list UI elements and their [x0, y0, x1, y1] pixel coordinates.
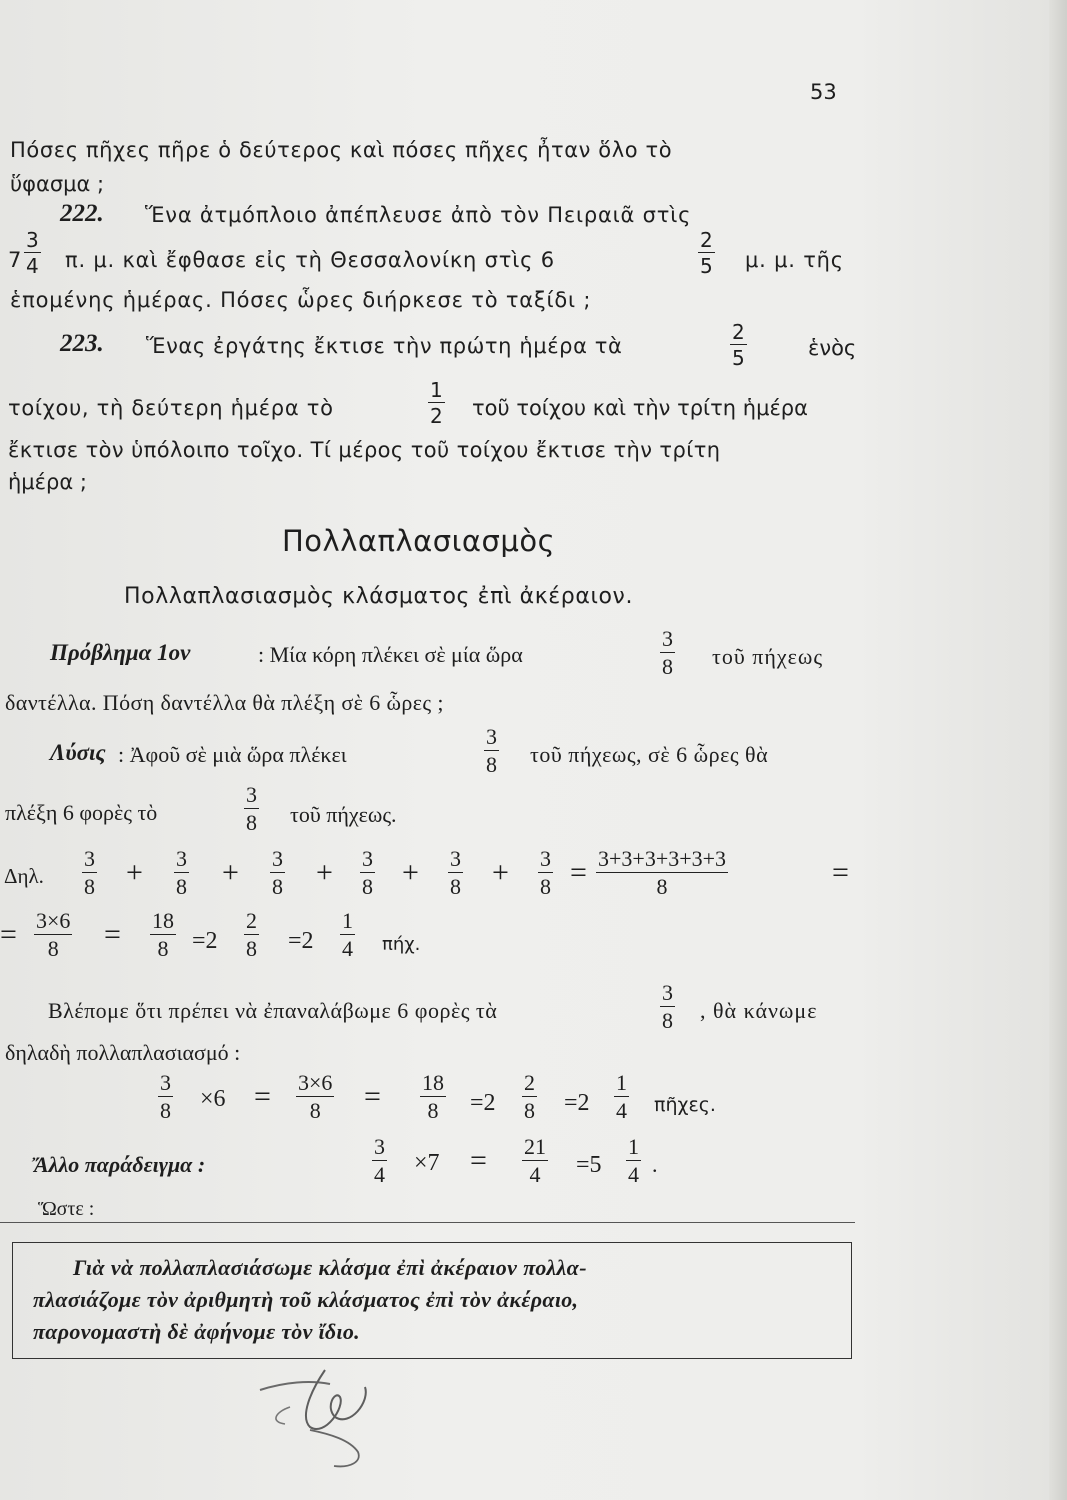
problem-222-line2: π. μ. καὶ ἔφθασε εἰς τὴ Θεσσαλονίκη στὶς 6 [65, 248, 555, 272]
problem-1-line1-end: τοῦ πήχεως [712, 644, 824, 669]
fraction-denominator: 8 [84, 874, 95, 899]
solution-line1-end: τοῦ πήχεως, σὲ 6 ὧρες θὰ [530, 742, 769, 767]
fraction-1-4 [614, 1072, 629, 1122]
fraction-numerator: 3 [26, 228, 39, 252]
fraction-3-4 [24, 230, 41, 276]
fraction-3-8 [174, 848, 189, 898]
solution-line2: πλέξη 6 φορὲς τὸ [5, 800, 158, 825]
fraction-sum [596, 848, 728, 898]
fraction-18-8 [420, 1072, 446, 1122]
times-seven: ×7 [414, 1150, 440, 1176]
equals-sign: = [570, 856, 587, 889]
problem-223-line1: Ἕνας ἐργάτης ἔκτισε τὴν πρώτη ἡμέρα τὰ [146, 334, 623, 358]
fraction-denominator: 8 [427, 1098, 439, 1123]
fraction-denominator: 2 [430, 404, 443, 428]
plus-sign: + [402, 856, 419, 889]
fraction-denominator: 4 [342, 936, 353, 961]
fraction-numerator: 3 [160, 1070, 171, 1095]
problem-222-line3: ἑπομένης ἡμέρας. Πόσες ὧρες διήρκεσε τὸ ταξίδι ; [10, 288, 592, 312]
fraction-denominator: 8 [524, 1098, 535, 1123]
fraction-numerator: 2 [246, 908, 257, 933]
fraction-denominator: 4 [529, 1162, 541, 1187]
equals-sign: = [254, 1080, 271, 1113]
fraction-numerator: 21 [524, 1134, 546, 1159]
fraction-3-8 [360, 848, 375, 898]
fraction-numerator: 2 [700, 228, 713, 252]
mixed-number-whole: 7 [8, 248, 22, 272]
fraction-numerator: 1 [616, 1070, 627, 1095]
problem-223-line2-end: τοῦ τοίχου καὶ τὴν τρίτη ἡμέρα [472, 396, 808, 420]
fraction-denominator: 5 [732, 346, 745, 370]
example-label: Ἄλλο παράδειγμα : [34, 1152, 206, 1177]
mixed-number-whole: =2 [470, 1090, 496, 1116]
fraction-21-4 [522, 1136, 548, 1186]
fraction-numerator: 3 [662, 980, 673, 1005]
fraction-denominator: 8 [450, 874, 461, 899]
rule-box [12, 1242, 852, 1359]
handwritten-signature-mark [230, 1362, 430, 1472]
problem-222-line2-end: μ. μ. τῆς [745, 248, 844, 272]
equals-sign: = [364, 1080, 381, 1113]
problem-222-number: 222. [60, 200, 104, 227]
fraction-3-8 [660, 628, 675, 678]
fraction-2-5 [698, 230, 715, 276]
fraction-denominator: 4 [26, 254, 39, 278]
fraction-3-8 [484, 726, 499, 776]
conclusion-line1: Βλέπομε ὅτι πρέπει νὰ ἐπαναλάβωμε 6 φορὲς τὰ [48, 998, 498, 1023]
fraction-denominator: 5 [700, 254, 713, 278]
fraction-numerator: 3×6 [36, 908, 71, 933]
example-end-period: . [652, 1152, 658, 1177]
mixed-number-whole: =2 [564, 1090, 590, 1116]
equals-sign: = [104, 918, 121, 951]
fraction-denominator: 8 [157, 936, 169, 961]
fraction-2-5 [730, 322, 747, 368]
fraction-denominator: 8 [272, 874, 283, 899]
unit-label: πῆχες. [654, 1094, 716, 1116]
fraction-3-8 [158, 1072, 173, 1122]
rule-line-3: παρονομαστὴ δὲ ἀφήνομε τὸν ἴδιο. [33, 1319, 360, 1344]
times-six: ×6 [200, 1086, 226, 1112]
fraction-denominator: 8 [47, 936, 59, 961]
fraction-numerator: 3×6 [298, 1070, 333, 1095]
fraction-numerator: 1 [342, 908, 353, 933]
problem-223-line4: ἡμέρα ; [8, 470, 87, 494]
fraction-3-8 [82, 848, 97, 898]
fraction-numerator: 1 [430, 378, 443, 402]
plus-sign: + [316, 856, 333, 889]
fraction-denominator: 8 [246, 810, 257, 835]
equals-sign: = [470, 1144, 487, 1177]
fraction-18-8 [150, 910, 176, 960]
solution-line2-end: τοῦ πήχεως. [290, 802, 397, 827]
page-number: 53 [810, 80, 837, 104]
mixed-number-whole: =5 [576, 1152, 602, 1178]
fraction-numerator: 18 [422, 1070, 444, 1095]
fraction-numerator: 3 [272, 846, 283, 871]
fraction-3-8 [660, 982, 675, 1032]
fraction-2-8 [244, 910, 259, 960]
fraction-3x6-8 [34, 910, 72, 960]
fraction-3-4 [372, 1136, 387, 1186]
fraction-numerator: 3 [540, 846, 551, 871]
hence-label: Ὥστε : [38, 1198, 95, 1220]
fraction-1-4 [626, 1136, 641, 1186]
fraction-3-8 [244, 784, 259, 834]
fraction-denominator: 4 [616, 1098, 627, 1123]
fraction-1-4 [340, 910, 355, 960]
fraction-denominator: 8 [246, 936, 257, 961]
rule-line-2: πλασιάζομε τὸν ἀριθμητὴ τοῦ κλάσματος ἐπὶ τὸν ἀκέραιο, [33, 1287, 579, 1312]
problem-1-line2: δαντέλλα. Πόση δαντέλλα θὰ πλέξη σὲ 6 ὧρες ; [5, 690, 444, 715]
fraction-denominator: 8 [176, 874, 187, 899]
fraction-numerator: 3 [84, 846, 95, 871]
fraction-denominator: 8 [160, 1098, 171, 1123]
fraction-numerator: 3 [246, 782, 257, 807]
fraction-numerator: 18 [152, 908, 174, 933]
problem-221-line1: Πόσες πῆχες πῆρε ὁ δεύτερος καὶ πόσες πῆχες ἦταν ὅλο τὸ [10, 138, 673, 162]
fraction-denominator: 4 [374, 1162, 385, 1187]
fraction-denominator: 8 [486, 752, 497, 777]
fraction-numerator: 3 [374, 1134, 385, 1159]
conclusion-line1-end: , θὰ κάνωμε [700, 998, 818, 1023]
fraction-denominator: 8 [662, 654, 673, 679]
problem-1-line1: : Μία κόρη πλέκει σὲ μία ὥρα [258, 642, 523, 667]
plus-sign: + [492, 856, 509, 889]
section-title: Πολλαπλασιασμὸς [282, 524, 556, 558]
fraction-1-2 [428, 380, 445, 426]
problem-223-number: 223. [60, 330, 104, 357]
section-subtitle: Πολλαπλασιασμὸς κλάσματος ἐπὶ ἀκέραιον. [124, 584, 634, 609]
fraction-numerator: 2 [732, 320, 745, 344]
fraction-denominator: 8 [309, 1098, 321, 1123]
problem-223-line2: τοίχου, τὴ δεύτερη ἡμέρα τὸ [8, 396, 334, 420]
problem-223-line1-end: ἑνὸς [808, 336, 857, 360]
fraction-3-8 [448, 848, 463, 898]
conclusion-line2: δηλαδὴ πολλαπλασιασμό : [5, 1040, 241, 1065]
fraction-denominator: 4 [628, 1162, 639, 1187]
fraction-numerator: 1 [628, 1134, 639, 1159]
fraction-denominator: 8 [540, 874, 551, 899]
solution-line1: : Ἀφοῦ σὲ μιὰ ὥρα πλέκει [118, 742, 347, 767]
plus-sign: + [222, 856, 239, 889]
fraction-numerator: 3 [486, 724, 497, 749]
mixed-number-whole: =2 [192, 928, 218, 954]
problem-223-line3: ἔκτισε τὸν ὑπόλοιπο τοῖχο. Τί μέρος τοῦ τοίχου ἔκτισε τὴν τρίτη [8, 438, 721, 462]
fraction-numerator: 3+3+3+3+3+3 [598, 846, 727, 871]
solution-label: Λύσις [50, 740, 106, 765]
equals-sign: = [0, 918, 17, 951]
fraction-2-8 [522, 1072, 537, 1122]
fraction-denominator: 8 [662, 1008, 673, 1033]
fraction-numerator: 3 [450, 846, 461, 871]
unit-label: πήχ. [382, 934, 421, 955]
equals-sign: = [832, 856, 849, 889]
fraction-numerator: 3 [362, 846, 373, 871]
rule-line-1: Γιὰ νὰ πολλαπλασιάσωμε κλάσμα ἐπὶ ἀκέραιον πολλα- [73, 1255, 587, 1280]
fraction-3x6-8 [296, 1072, 334, 1122]
fraction-denominator: 8 [656, 874, 668, 899]
problem-221-line2: ὕφασμα ; [10, 172, 105, 196]
fraction-3-8 [270, 848, 285, 898]
fraction-numerator: 3 [176, 846, 187, 871]
fraction-denominator: 8 [362, 874, 373, 899]
fraction-3-8 [538, 848, 553, 898]
problem-222-line1: Ἕνα ἀτμόπλοιο ἀπέπλευσε ἀπὸ τὸν Πειραιᾶ στὶς [145, 203, 692, 227]
mixed-number-whole: =2 [288, 928, 314, 954]
page-edge-shadow [1049, 0, 1067, 1500]
fraction-numerator: 2 [524, 1070, 535, 1095]
plus-sign: + [126, 856, 143, 889]
problem-1-label: Πρόβλημα 1ον [50, 640, 191, 665]
divider-line [0, 1222, 855, 1223]
equation-prefix: Δηλ. [4, 864, 44, 888]
fraction-numerator: 3 [662, 626, 673, 651]
